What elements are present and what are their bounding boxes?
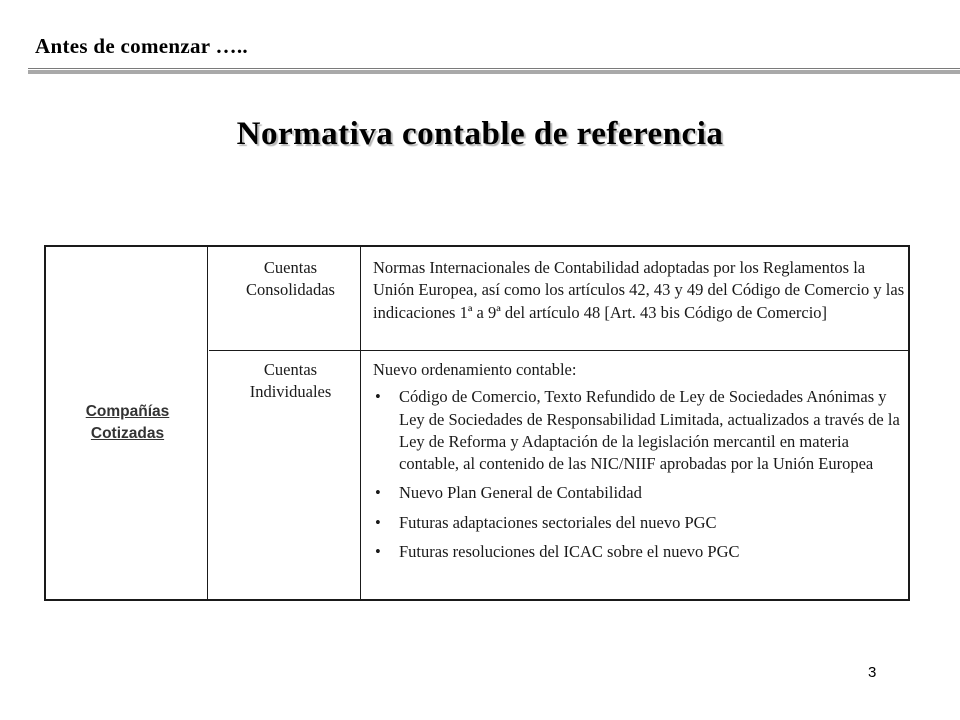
list-item	[373, 541, 908, 563]
bullet-icon: •	[375, 542, 381, 562]
company-type-label	[86, 401, 170, 445]
type-label-line1: Cuentas	[263, 360, 318, 379]
list-item-text: Código de Comercio, Texto Refundido de Ley de Sociedades Anónimas y Ley de Sociedades de Responsabilidad Limitada, actualizados a través de la Ley de Reforma y Adaptación de la legislación mercantil en materia contable, al contenido de las NIC/NIIF aprobadas por la Unión Europea	[399, 387, 900, 474]
company-label-line1: Compañías	[85, 403, 170, 420]
list-item-text: Futuras adaptaciones sectoriales del nuevo PGC	[399, 512, 717, 532]
header-divider-thin	[28, 68, 960, 69]
bullet-icon: •	[375, 387, 381, 407]
list-item	[373, 512, 908, 534]
list-item	[373, 482, 908, 504]
norm-cell-consolidated	[373, 257, 908, 324]
section-header: Antes de comenzar …..	[35, 34, 248, 58]
norm-bullet-list	[373, 386, 908, 563]
type-label-line1: Cuentas	[263, 258, 318, 277]
list-item	[373, 386, 908, 475]
company-label-line2: Cotizadas	[90, 425, 165, 442]
accounts-type-individual	[214, 359, 367, 404]
list-item-text: Nuevo Plan General de Contabilidad	[399, 483, 642, 503]
norm-intro: Nuevo ordenamiento contable:	[373, 360, 577, 379]
accounts-type-consolidated	[214, 257, 367, 302]
bullet-icon: •	[375, 483, 381, 503]
page-number: 3	[868, 664, 877, 681]
type-label-line2: Individuales	[249, 382, 332, 402]
table-divider-row	[209, 350, 908, 351]
regulation-table	[44, 245, 910, 601]
norm-cell-individual	[373, 359, 908, 570]
company-cell	[46, 247, 209, 599]
norm-text: Normas Internacionales de Contabilidad adoptadas por los Reglamentos la Unión Europea, así como los artículos 42, 43 y 49 del Código de Comercio y las indicaciones 1ª a 9ª del artículo 48 [Art. 43 bis Código de Comercio]	[373, 258, 905, 322]
header-divider-thick	[28, 70, 960, 74]
list-item-text: Futuras resoluciones del ICAC sobre el nuevo PGC	[399, 542, 740, 562]
slide-title: Normativa contable de referencia	[236, 116, 724, 152]
bullet-icon: •	[375, 512, 381, 532]
type-label-line2: Consolidadas	[246, 280, 335, 300]
